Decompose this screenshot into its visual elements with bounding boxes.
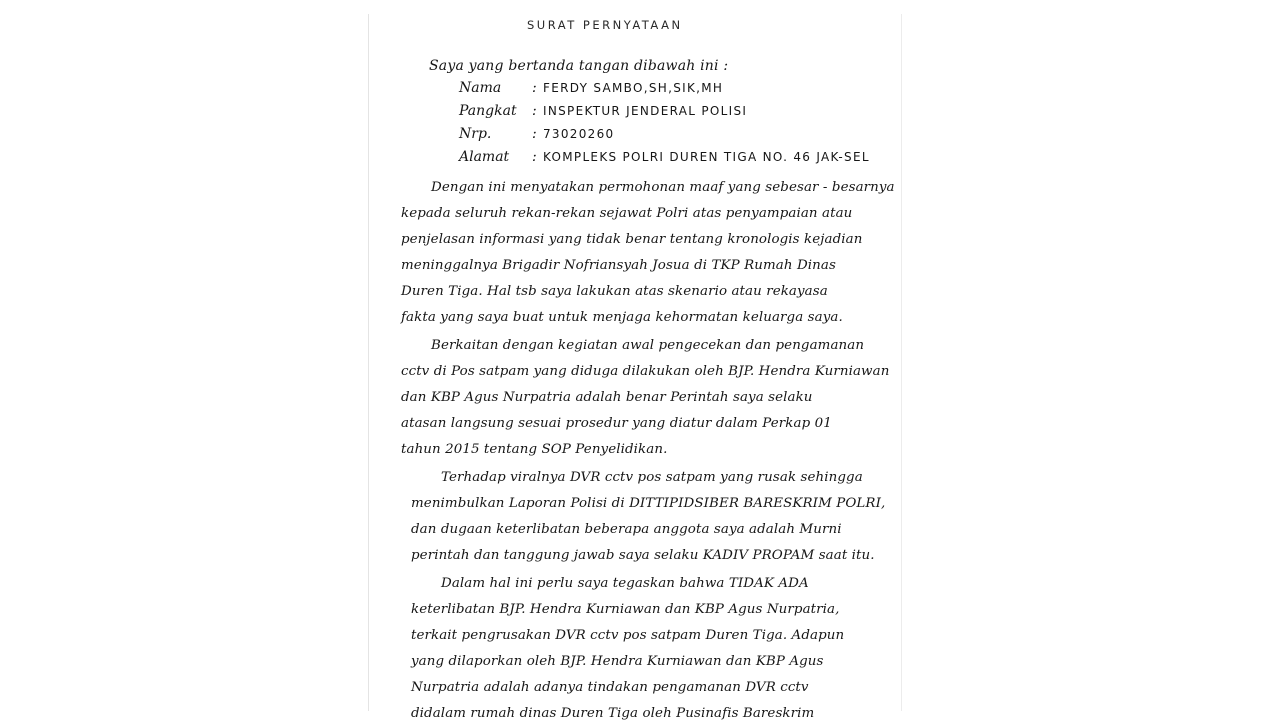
body-line: Nurpatria adalah adanya tindakan pengamanan DVR cctv (411, 680, 809, 695)
body-line: menimbulkan Laporan Polisi di DITTIPIDSIBER BARESKRIM POLRI, (411, 496, 886, 511)
body-line: fakta yang saya buat untuk menjaga kehormatan keluarga saya. (401, 310, 843, 325)
field-colon: : (532, 149, 537, 165)
field-colon: : (532, 80, 537, 96)
letter-title: SURAT PERNYATAAN (527, 18, 683, 32)
body-line: penjelasan informasi yang tidak benar tentang kronologis kejadian (401, 232, 863, 247)
body-line: didalam rumah dinas Duren Tiga oleh Pusinafis Bareskrim (411, 706, 815, 721)
field-label: Alamat (459, 149, 510, 165)
field-label: Nama (459, 80, 502, 96)
body-line: terkait pengrusakan DVR cctv pos satpam Duren Tiga. Adapun (411, 628, 845, 643)
body-line: meninggalnya Brigadir Nofriansyah Josua di TKP Rumah Dinas (401, 258, 836, 273)
field-value: FERDY SAMBO,SH,SIK,MH (543, 81, 724, 95)
body-line: yang dilaporkan oleh BJP. Hendra Kurniawan dan KBP Agus (411, 654, 824, 669)
field-label: Nrp. (459, 126, 492, 142)
body-line: Berkaitan dengan kegiatan awal pengecekan dan pengamanan (431, 338, 865, 353)
letter-intro: Saya yang bertanda tangan dibawah ini : (429, 58, 729, 74)
body-line: tahun 2015 tentang SOP Penyelidikan. (401, 442, 668, 457)
field-value: KOMPLEKS POLRI DUREN TIGA NO. 46 JAK-SEL (543, 150, 870, 164)
body-line: kepada seluruh rekan-rekan sejawat Polri atas penyampaian atau (401, 206, 853, 221)
field-colon: : (532, 103, 537, 119)
field-value: 73020260 (543, 127, 615, 141)
body-line: perintah dan tanggung jawab saya selaku KADIV PROPAM saat itu. (411, 548, 875, 563)
field-colon: : (532, 126, 537, 142)
body-line: Dengan ini menyatakan permohonan maaf yang sebesar - besarnya (431, 180, 895, 195)
body-line: keterlibatan BJP. Hendra Kurniawan dan KBP Agus Nurpatria, (411, 602, 840, 617)
body-line: atasan langsung sesuai prosedur yang diatur dalam Perkap 01 (401, 416, 832, 431)
body-line: Terhadap viralnya DVR cctv pos satpam yang rusak sehingga (441, 470, 863, 485)
field-value: INSPEKTUR JENDERAL POLISI (543, 104, 748, 118)
body-line: cctv di Pos satpam yang diduga dilakukan oleh BJP. Hendra Kurniawan (401, 364, 890, 379)
scanned-letter-page (369, 14, 901, 721)
body-line: Duren Tiga. Hal tsb saya lakukan atas skenario atau rekayasa (401, 284, 828, 299)
field-label: Pangkat (459, 103, 517, 119)
body-line: dan KBP Agus Nurpatria adalah benar Perintah saya selaku (401, 390, 813, 405)
body-line: Dalam hal ini perlu saya tegaskan bahwa TIDAK ADA (441, 576, 809, 591)
body-line: dan dugaan keterlibatan beberapa anggota saya adalah Murni (411, 522, 842, 537)
